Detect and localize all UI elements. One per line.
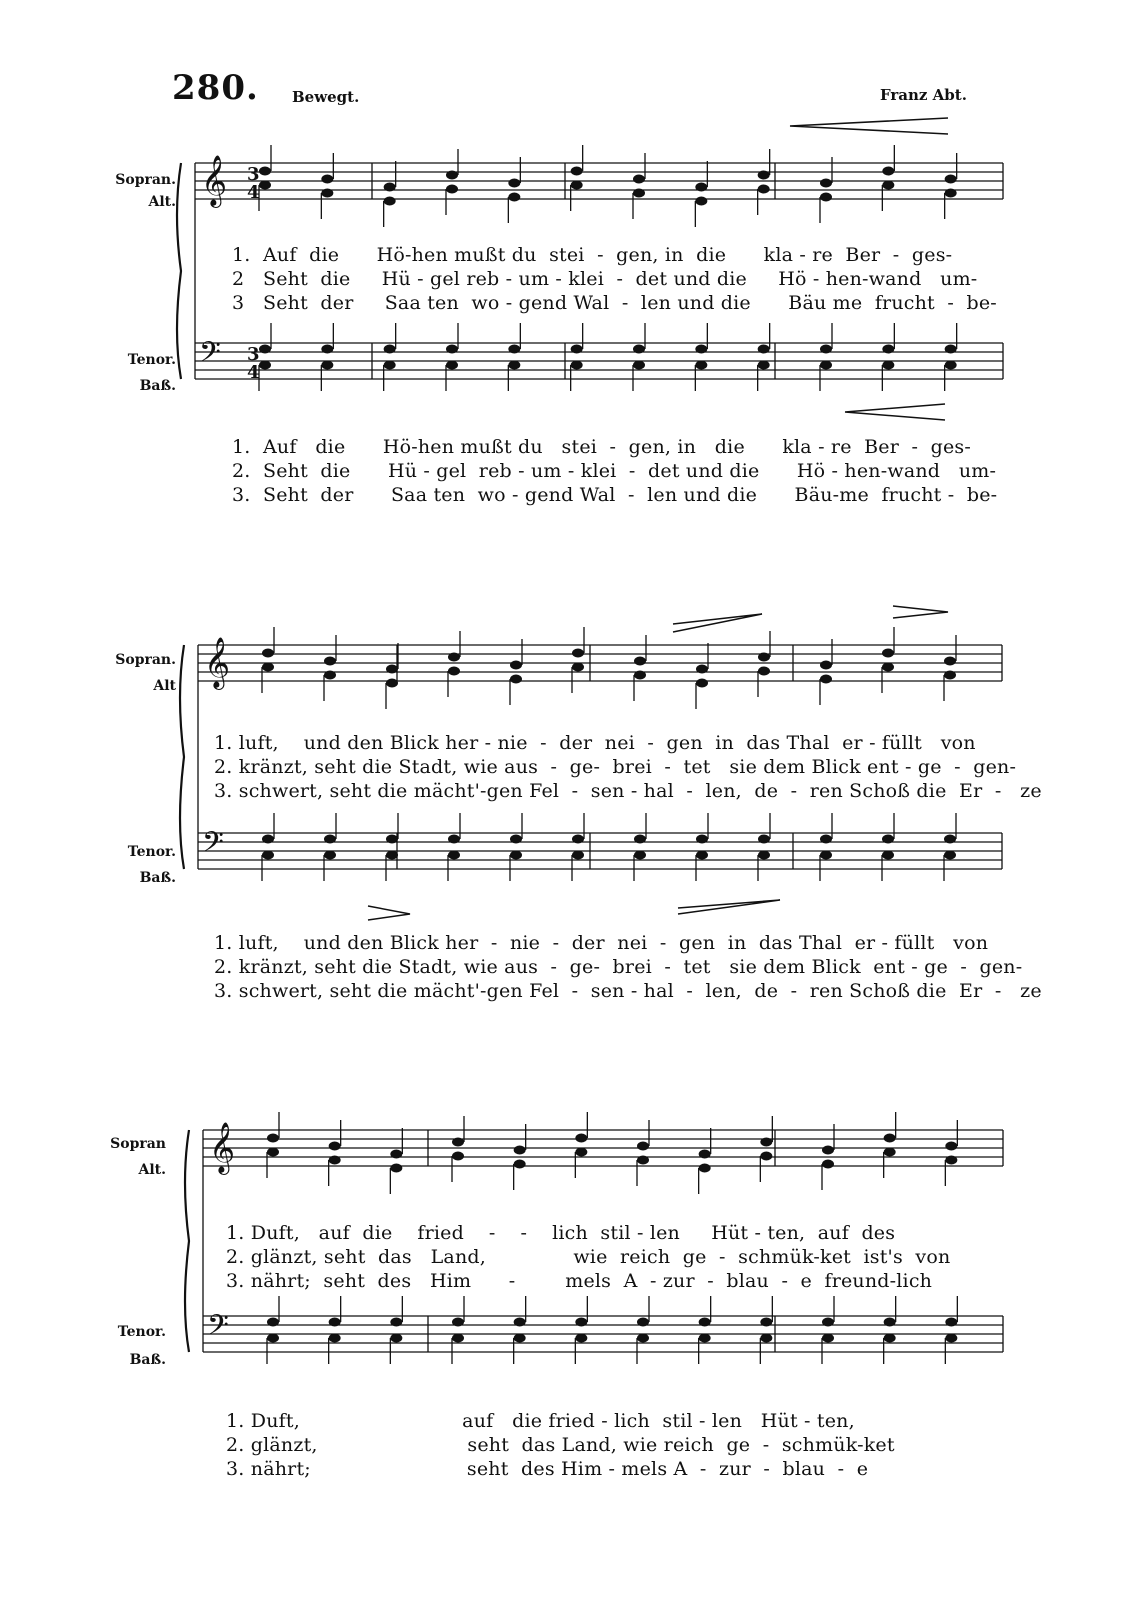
notehead [758, 653, 770, 662]
notehead [390, 1334, 402, 1343]
notehead [329, 1142, 341, 1151]
bass-clef-icon: 𝄢 [207, 1309, 229, 1349]
notehead [514, 1160, 526, 1169]
notehead [571, 181, 583, 190]
notehead [510, 675, 522, 684]
notehead [329, 1334, 341, 1343]
notehead [448, 667, 460, 676]
voice-label-soprano: Sopran [110, 1136, 166, 1152]
notehead [572, 851, 584, 860]
notehead [452, 1334, 464, 1343]
lyric-line: 2 Seht die Hü - gel reb - um - klei - det und die Hö - hen-wand um- [232, 268, 978, 290]
voice-label-soprano: Sopran. [115, 652, 176, 668]
lyric-line: 3 Seht der Saa ten wo - gend Wal - len und die Bäu me frucht - be- [232, 292, 997, 314]
notehead [760, 1138, 772, 1147]
notehead [575, 1318, 587, 1327]
composer-name: Franz Abt. [880, 86, 967, 104]
time-signature: 3 [247, 164, 260, 185]
notehead [882, 361, 894, 370]
notehead [699, 1164, 711, 1173]
notehead [262, 835, 274, 844]
notehead [637, 1318, 649, 1327]
voice-label-bass: Baß. [139, 378, 176, 394]
notehead [390, 1164, 402, 1173]
notehead [945, 1334, 957, 1343]
notehead [822, 1318, 834, 1327]
notehead [390, 1318, 402, 1327]
notehead [884, 1334, 896, 1343]
notehead [820, 661, 832, 670]
treble-clef-icon: 𝄞 [201, 155, 228, 206]
notehead [696, 679, 708, 688]
notehead [760, 1318, 772, 1327]
voice-label-alto: Alt. [148, 194, 176, 210]
notehead [267, 1134, 279, 1143]
notehead [758, 667, 770, 676]
notehead [634, 671, 646, 680]
voice-label-tenor: Tenor. [127, 844, 176, 860]
notehead [448, 851, 460, 860]
notehead [945, 1156, 957, 1165]
notehead [695, 183, 707, 192]
notehead [634, 851, 646, 860]
notehead [633, 345, 645, 354]
notehead [572, 835, 584, 844]
notehead [384, 361, 396, 370]
voice-label-bass: Baß. [129, 1352, 166, 1368]
notehead [758, 361, 770, 370]
notehead [882, 649, 894, 658]
notehead [882, 167, 894, 176]
notehead [944, 835, 956, 844]
lyric-line: 3. schwert, seht die mächt'-gen Fel - sen - hal - len, de - ren Schoß die Er - ze [214, 980, 1042, 1002]
notehead [758, 835, 770, 844]
notehead [884, 1134, 896, 1143]
notehead [699, 1318, 711, 1327]
notehead [695, 197, 707, 206]
notehead [446, 185, 458, 194]
treble-clef-icon: 𝄞 [209, 1122, 236, 1173]
notehead [324, 851, 336, 860]
notehead [267, 1148, 279, 1157]
crescendo-hairpin [845, 404, 945, 420]
notehead [324, 835, 336, 844]
lyric-line: 3. nährt; seht des Him - mels A - zur - blau - e freund-lich [226, 1270, 933, 1292]
notehead [760, 1152, 772, 1161]
notehead [448, 653, 460, 662]
hairpin [893, 606, 948, 618]
notehead [820, 345, 832, 354]
notehead [696, 835, 708, 844]
notehead [571, 345, 583, 354]
notehead [321, 189, 333, 198]
notehead [508, 179, 520, 188]
bass-clef-icon: 𝄢 [199, 336, 221, 376]
notehead [510, 835, 522, 844]
notehead [695, 345, 707, 354]
notehead [884, 1318, 896, 1327]
notehead [386, 665, 398, 674]
voice-label-soprano: Sopran. [115, 172, 176, 188]
lyric-line: 3. schwert, seht die mächt'-gen Fel - sen - hal - len, de - ren Schoß die Er - ze [214, 780, 1042, 802]
lyric-line: 1. luft, und den Blick her - nie - der nei - gen in das Thal er - füllt von [214, 932, 989, 954]
notehead [267, 1334, 279, 1343]
notehead [575, 1148, 587, 1157]
notehead [329, 1318, 341, 1327]
brace [185, 1130, 189, 1352]
notehead [760, 1334, 772, 1343]
notehead [329, 1156, 341, 1165]
notehead [696, 665, 708, 674]
notehead [262, 663, 274, 672]
notehead [882, 851, 894, 860]
notehead [820, 835, 832, 844]
bass-clef-icon: 𝄢 [202, 826, 224, 866]
notehead [514, 1318, 526, 1327]
notehead [321, 175, 333, 184]
notehead [575, 1134, 587, 1143]
notehead [820, 361, 832, 370]
notehead [508, 193, 520, 202]
lyric-line: 1. Duft, auf die fried - - lich stil - len Hüt - ten, auf des [226, 1222, 896, 1244]
notehead [820, 179, 832, 188]
lyric-line: 2. glänzt, seht das Land, wie reich ge - schmük-ket ist's von [226, 1246, 951, 1268]
notehead [572, 663, 584, 672]
lyric-line: 1. Duft, auf die fried - lich stil - len Hüt - ten, [226, 1410, 855, 1432]
notehead [446, 361, 458, 370]
notehead [452, 1138, 464, 1147]
lyric-line: 2. kränzt, seht die Stadt, wie aus - ge- brei - tet sie dem Blick ent - ge - gen- [214, 956, 1023, 978]
notehead [514, 1146, 526, 1155]
notehead [820, 851, 832, 860]
lyric-line: 2. glänzt, seht das Land, wie reich ge - schmük-ket [226, 1434, 895, 1456]
notehead [259, 345, 271, 354]
notehead [945, 1318, 957, 1327]
notehead [882, 345, 894, 354]
notehead [259, 181, 271, 190]
notehead [446, 345, 458, 354]
notehead [262, 649, 274, 658]
notehead [324, 671, 336, 680]
notehead [508, 345, 520, 354]
notehead [944, 671, 956, 680]
lyric-line: 3. Seht der Saa ten wo - gend Wal - len und die Bäu-me frucht - be- [232, 484, 998, 506]
notehead [571, 361, 583, 370]
notehead [944, 657, 956, 666]
notehead [945, 175, 957, 184]
notehead [262, 851, 274, 860]
notehead [822, 1146, 834, 1155]
notehead [575, 1334, 587, 1343]
notehead [386, 679, 398, 688]
lyric-line: 1. Auf die Hö-hen mußt du stei - gen, in die kla - re Ber - ges- [232, 244, 953, 266]
notehead [384, 183, 396, 192]
notehead [452, 1152, 464, 1161]
notehead [945, 189, 957, 198]
voice-label-tenor: Tenor. [117, 1324, 166, 1340]
time-signature: 4 [247, 362, 260, 383]
notehead [945, 361, 957, 370]
notehead [510, 851, 522, 860]
notehead [510, 661, 522, 670]
hairpin [673, 614, 762, 632]
notehead [696, 851, 708, 860]
notehead [882, 835, 894, 844]
notehead [384, 197, 396, 206]
notehead [448, 835, 460, 844]
notehead [637, 1142, 649, 1151]
notehead [386, 835, 398, 844]
hairpin [678, 900, 780, 914]
notehead [633, 361, 645, 370]
notehead [324, 657, 336, 666]
notehead [267, 1318, 279, 1327]
voice-label-alto: Alt. [138, 1162, 166, 1178]
lyric-line: 2. kränzt, seht die Stadt, wie aus - ge- brei - tet sie dem Blick ent - ge - gen- [214, 756, 1017, 778]
voice-label-bass: Baß. [139, 870, 176, 886]
lyric-line: 2. Seht die Hü - gel reb - um - klei - det und die Hö - hen-wand um- [232, 460, 997, 482]
notehead [634, 657, 646, 666]
notehead [945, 1142, 957, 1151]
notehead [446, 171, 458, 180]
notehead [259, 361, 271, 370]
notehead [637, 1156, 649, 1165]
notehead [321, 361, 333, 370]
notehead [384, 345, 396, 354]
treble-clef-icon: 𝄞 [204, 637, 231, 688]
notehead [822, 1160, 834, 1169]
notehead [882, 663, 894, 672]
notehead [884, 1148, 896, 1157]
notehead [758, 345, 770, 354]
notehead [572, 649, 584, 658]
notehead [820, 675, 832, 684]
brace [177, 163, 181, 379]
brace [180, 645, 184, 869]
notehead [508, 361, 520, 370]
notehead [758, 851, 770, 860]
notehead [944, 851, 956, 860]
notehead [514, 1334, 526, 1343]
time-signature: 3 [247, 344, 260, 365]
notehead [390, 1150, 402, 1159]
notehead [637, 1334, 649, 1343]
notehead [452, 1318, 464, 1327]
lyric-line: 1. Auf die Hö-hen mußt du stei - gen, in die kla - re Ber - ges- [232, 436, 971, 458]
notehead [699, 1334, 711, 1343]
notehead [633, 189, 645, 198]
voice-label-alto: Alt [153, 678, 176, 694]
tempo-marking: Bewegt. [292, 88, 360, 106]
time-signature: 4 [247, 182, 260, 203]
notehead [820, 193, 832, 202]
notehead [822, 1334, 834, 1343]
notehead [386, 851, 398, 860]
notehead [321, 345, 333, 354]
decrescendo-hairpin [790, 118, 948, 134]
notehead [571, 167, 583, 176]
notehead [758, 171, 770, 180]
hymn-number: 280. [172, 68, 259, 108]
lyric-line: 1. luft, und den Blick her - nie - der nei - gen in das Thal er - füllt von [214, 732, 976, 754]
notehead [695, 361, 707, 370]
notehead [945, 345, 957, 354]
notehead [758, 185, 770, 194]
notehead [634, 835, 646, 844]
voice-label-tenor: Tenor. [127, 352, 176, 368]
notehead [699, 1150, 711, 1159]
lyric-line: 3. nährt; seht des Him - mels A - zur - blau - e [226, 1458, 869, 1480]
notehead [882, 181, 894, 190]
notehead [633, 175, 645, 184]
notehead [259, 167, 271, 176]
hairpin [368, 906, 410, 920]
